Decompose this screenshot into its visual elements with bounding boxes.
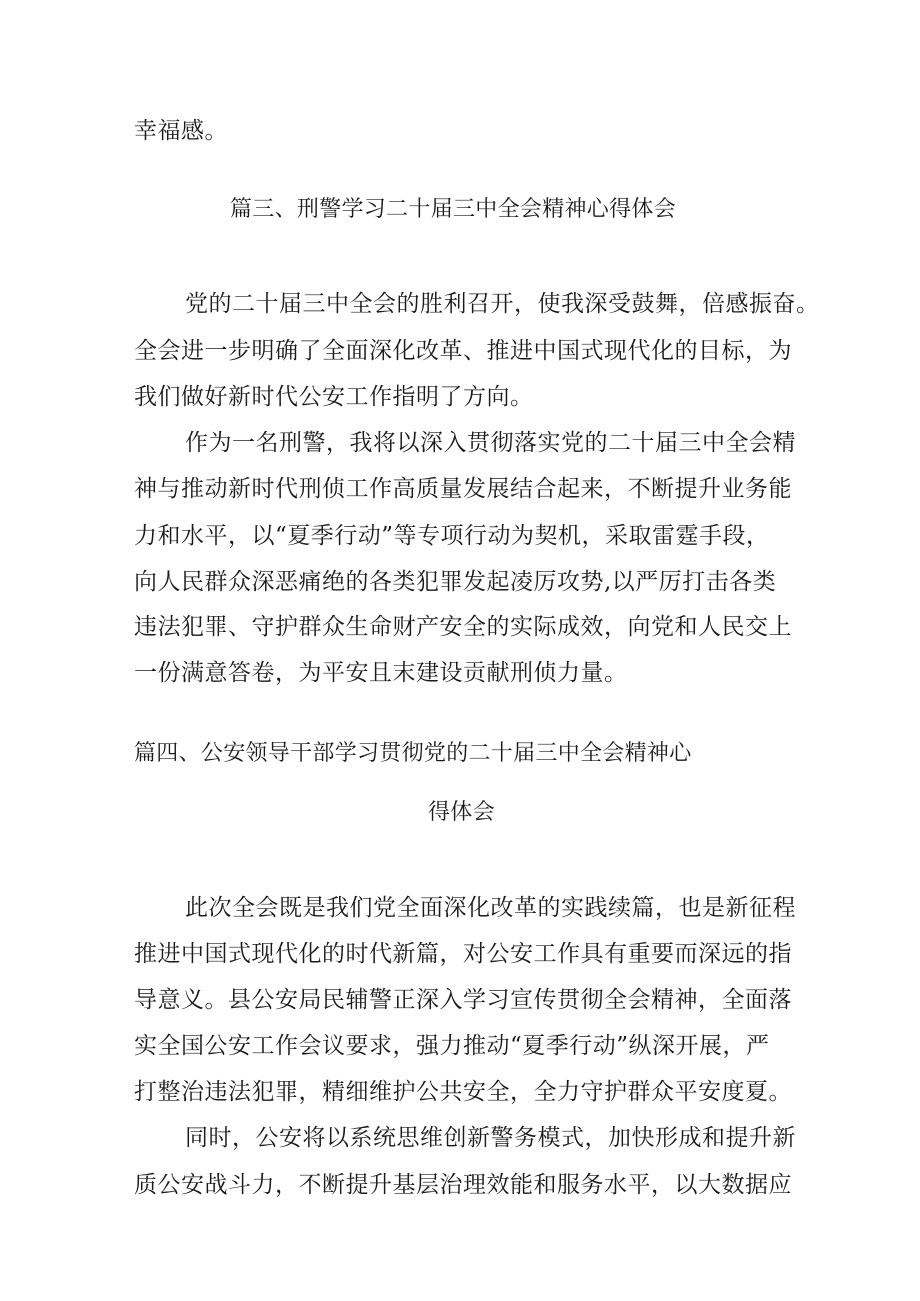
text-line: 力和水平，以“夏季行动”等专项行动为契机，采取雷霆手段，: [134, 523, 770, 549]
text-line: 一份满意答卷，为平安且末建设贡献刑侦力量。: [134, 660, 628, 686]
text-line: 打整治违法犯罪，精细维护公共安全，全力守护群众平安度夏。: [134, 1079, 792, 1105]
text-line: 推进中国式现代化的时代新篇，对公安工作具有重要而深远的指: [134, 941, 792, 967]
text-line: 实全国公安工作会议要求，强力推动“夏季行动”纵深开展，严: [134, 1033, 770, 1059]
section-title: 篇三、刑警学习二十届三中全会精神心得体会: [230, 197, 677, 222]
text-line: 违法犯罪、守护群众生命财产安全的实际成效，向党和人民交上: [134, 614, 792, 640]
text-line: 全会进一步明确了全面深化改革、推进中国式现代化的目标，为: [134, 338, 792, 364]
text-line: 此次全会既是我们党全面深化改革的实践续篇，也是新征程: [185, 895, 796, 921]
text-line: 向人民群众深恶痛绝的各类犯罪发起凌厉攻势,以严厉打击各类: [134, 569, 777, 595]
section-title-continued: 得体会: [428, 800, 495, 825]
text-line: 党的二十届三中全会的胜利召开，使我深受鼓舞，倍感振奋。: [185, 291, 820, 317]
text-line: 同时，公安将以系统思维创新警务模式，加快形成和提升新: [185, 1125, 796, 1151]
text-line: 神与推动新时代刑侦工作高质量发展结合起来，不断提升业务能: [134, 476, 792, 502]
text-line: 幸福感。: [134, 118, 228, 144]
section-title: 篇四、公安领导干部学习贯彻党的二十届三中全会精神心: [134, 741, 692, 766]
text-line: 质公安战斗力，不断提升基层治理效能和服务水平，以大数据应: [134, 1172, 792, 1198]
text-line: 导意义。县公安局民辅警正深入学习宣传贯彻全会精神，全面落: [134, 987, 792, 1013]
text-line: 作为一名刑警，我将以深入贯彻落实党的二十届三中全会精: [185, 430, 796, 456]
text-line: 我们做好新时代公安工作指明了方向。: [134, 384, 534, 410]
